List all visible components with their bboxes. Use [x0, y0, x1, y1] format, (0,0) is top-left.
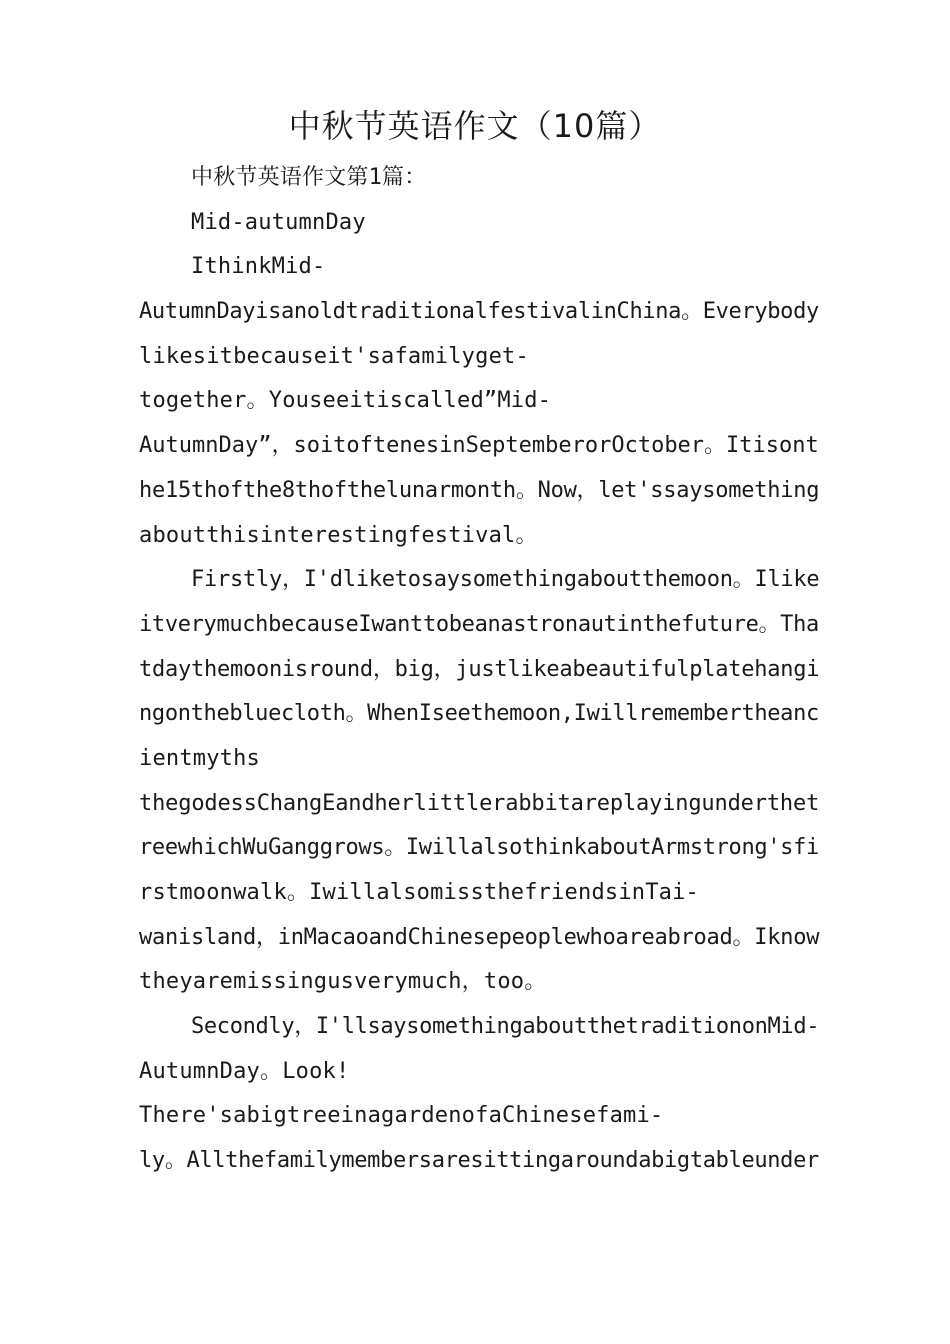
- document-title: 中秋节英语作文（10篇）: [288, 107, 662, 145]
- text-line: ly。Allthefamilymembersaresittingaroundabigtableunder: [139, 1148, 819, 1174]
- text-line: tdaythemoonisround，big，justlikeabeautifulplatehangi: [139, 656, 820, 682]
- text-line: AutumnDay”，soitoftenesinSeptemberorOctober。Itisont: [139, 433, 819, 459]
- text-line: itverymuchbecauseIwanttobeanastronautinthefuture。Tha: [139, 611, 819, 637]
- text-line: reewhichWuGanggrows。IwillalsothinkaboutArmstrong'sfi: [139, 835, 819, 861]
- text-line: There'sabigtreeinagardenofaChinesefami-: [139, 1103, 664, 1129]
- text-line: together。Youseeitiscalled”Mid-: [139, 388, 552, 414]
- text-line: ngonthebluecloth。WhenIseethemoon,Iwillremembertheanc: [139, 701, 819, 727]
- text-line: rstmoonwalk。IwillalsomissthefriendsinTai-: [139, 880, 700, 905]
- text-line: AutumnDay。Look!: [139, 1058, 350, 1084]
- text-line: likesitbecauseit'safamilyget-: [139, 343, 529, 369]
- text-line: IthinkMid-: [191, 254, 326, 280]
- text-line: Firstly，I'dliketosaysomethingaboutthemoon。Ilike: [191, 567, 820, 593]
- text-line: Secondly，I'llsaysomethingaboutthetraditiononMid-: [191, 1014, 820, 1040]
- text-line: ientmyths: [139, 745, 261, 771]
- text-line: wanisland，inMacaoandChinesepeoplewhoareabroad。Iknow: [139, 924, 820, 950]
- text-line: thegodessChangEandherlittlerabbitareplayingunderthet: [139, 790, 820, 816]
- document-body: [139, 156, 819, 1184]
- text-line: he15thofthe8thofthelunarmonth。Now，let'ssaysomething: [139, 477, 820, 503]
- text-line: aboutthisinterestingfestival。: [139, 522, 538, 548]
- text-line: theyaremissingusverymuch，too。: [139, 969, 547, 995]
- text-line: Mid-autumnDay: [191, 209, 366, 235]
- text-line: 中秋节英语作文第1篇：: [191, 165, 427, 190]
- text-line: AutumnDayisanoldtraditionalfestivalinChina。Everybody: [139, 299, 819, 325]
